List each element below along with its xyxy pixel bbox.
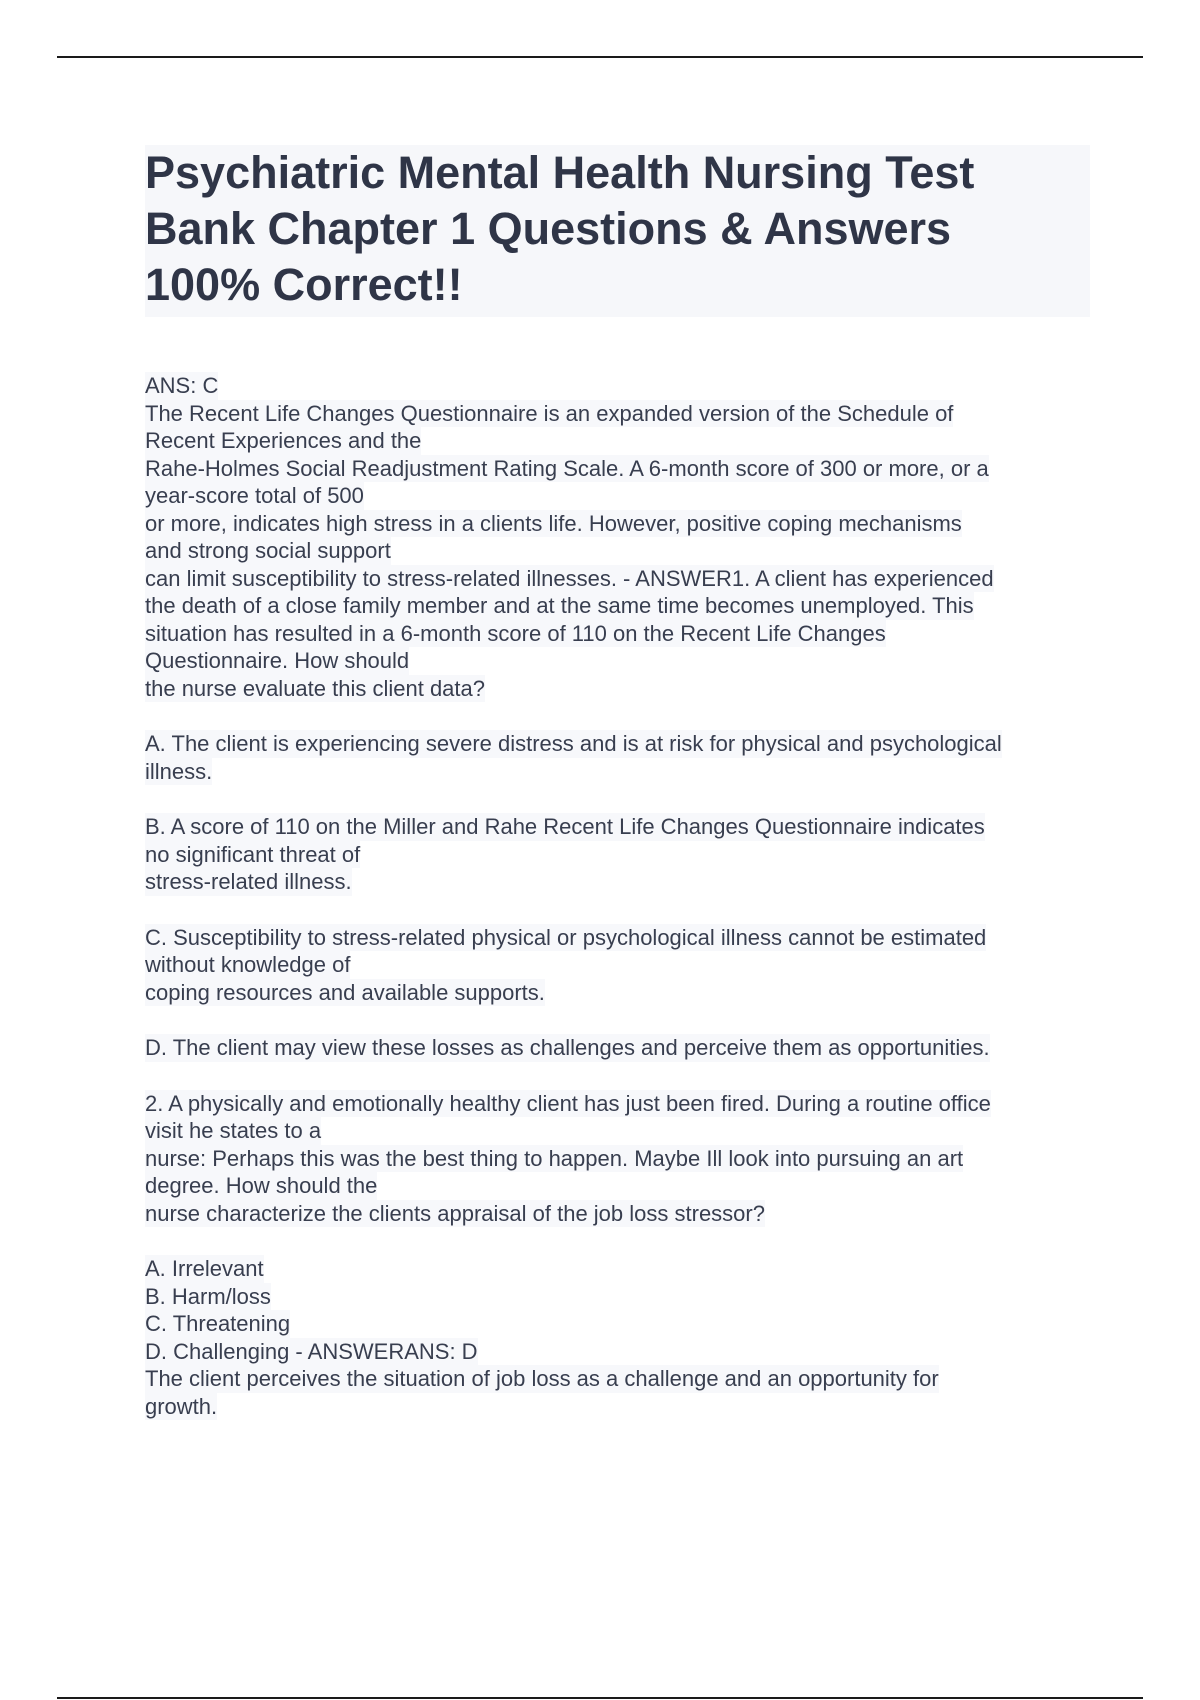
- text-line: B. Harm/loss: [145, 1283, 271, 1309]
- text-line: nurse characterize the clients appraisal of the job loss stressor?: [145, 1200, 765, 1226]
- text-line: C. Threatening: [145, 1311, 291, 1336]
- paragraph: [145, 813, 1090, 896]
- text-line: 2. A physically and emotionally healthy client has just been fired. During a routine office: [145, 1090, 991, 1116]
- top-rule: [57, 56, 1143, 58]
- title-line: Psychiatric Mental Health Nursing Test: [145, 147, 975, 198]
- title-line: 100% Correct!!: [145, 259, 463, 310]
- text-line: B. A score of 110 on the Miller and Rahe Recent Life Changes Questionnaire indicates: [145, 814, 985, 839]
- paragraph-gap: [145, 896, 1090, 924]
- text-line: growth.: [145, 1393, 218, 1419]
- text-line: and strong social support: [145, 538, 391, 563]
- text-line: Questionnaire. How should: [145, 648, 410, 673]
- text-line: can limit susceptibility to stress-related illnesses. - ANSWER1. A client has experienced: [145, 565, 994, 591]
- paragraph-gap: [145, 1062, 1090, 1090]
- bottom-rule: [57, 1697, 1143, 1699]
- text-line: D. The client may view these losses as challenges and perceive them as opportunities.: [145, 1035, 990, 1060]
- paragraph: [145, 730, 1090, 785]
- text-line: year-score total of 500: [145, 483, 364, 508]
- paragraph: [145, 1255, 1090, 1420]
- title-line: Bank Chapter 1 Questions & Answers: [145, 203, 952, 254]
- document-body: [145, 372, 1090, 1420]
- text-line: illness.: [145, 758, 213, 784]
- text-line: A. The client is experiencing severe distress and is at risk for physical and psychological: [145, 731, 1002, 756]
- document-title: [145, 145, 1090, 317]
- text-line: the death of a close family member and at the same time becomes unemployed. This: [145, 593, 974, 618]
- text-line: or more, indicates high stress in a clients life. However, positive coping mechanisms: [145, 510, 962, 536]
- text-line: The client perceives the situation of job loss as a challenge and an opportunity for: [145, 1366, 939, 1391]
- paragraph: [145, 372, 1090, 702]
- text-line: situation has resulted in a 6-month score of 110 on the Recent Life Changes: [145, 620, 886, 646]
- text-line: The Recent Life Changes Questionnaire is an expanded version of the Schedule of: [145, 400, 954, 426]
- paragraph-gap: [145, 1006, 1090, 1034]
- text-line: degree. How should the: [145, 1173, 378, 1198]
- text-line: visit he states to a: [145, 1118, 322, 1143]
- text-line: ANS: C: [145, 373, 219, 398]
- text-line: A. Irrelevant: [145, 1256, 264, 1281]
- text-line: C. Susceptibility to stress-related physical or psychological illness cannot be estimated: [145, 924, 987, 950]
- text-line: D. Challenging - ANSWERANS: D: [145, 1338, 478, 1364]
- text-line: stress-related illness.: [145, 869, 352, 894]
- paragraph: [145, 1090, 1090, 1228]
- text-line: coping resources and available supports.: [145, 979, 545, 1005]
- paragraph: [145, 1034, 1090, 1062]
- paragraph-gap: [145, 785, 1090, 813]
- text-line: nurse: Perhaps this was the best thing to happen. Maybe Ill look into pursuing an art: [145, 1145, 964, 1171]
- document-content: [145, 145, 1090, 1420]
- text-line: without knowledge of: [145, 952, 351, 977]
- paragraph: [145, 924, 1090, 1007]
- text-line: the nurse evaluate this client data?: [145, 675, 486, 701]
- text-line: Rahe-Holmes Social Readjustment Rating Scale. A 6-month score of 300 or more, or a: [145, 455, 989, 481]
- paragraph-gap: [145, 702, 1090, 730]
- text-line: no significant threat of: [145, 841, 361, 867]
- text-line: Recent Experiences and the: [145, 428, 422, 453]
- paragraph-gap: [145, 1227, 1090, 1255]
